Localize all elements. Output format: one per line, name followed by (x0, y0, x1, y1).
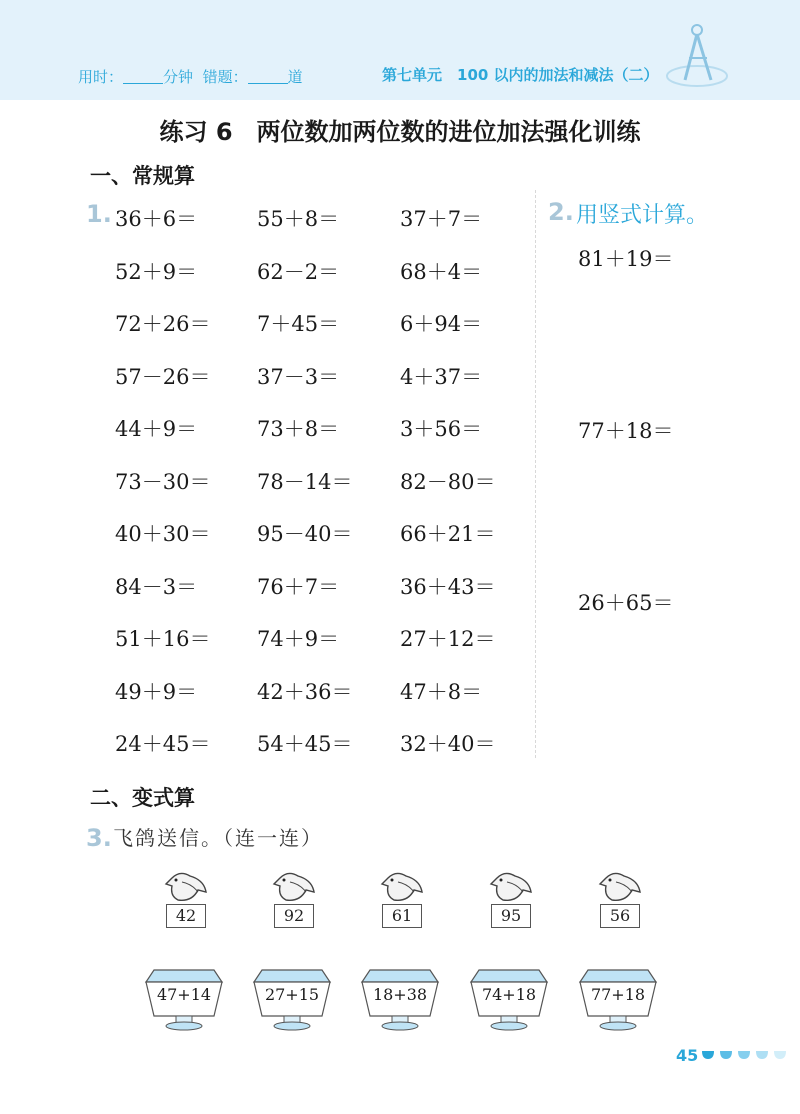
calc-expression: 47＋8＝ (400, 680, 483, 704)
calc-expression: 95－40＝ (257, 522, 353, 546)
calc-expression: 68＋4＝ (400, 260, 483, 284)
vertical-calc-3: 26＋65＝ (578, 591, 674, 615)
calc-expression: 74＋9＝ (257, 627, 340, 651)
mailbox-expression: 77+18 (590, 985, 646, 1004)
calc-expression: 84－3＝ (115, 575, 198, 599)
pigeon-card-5[interactable] (592, 868, 648, 928)
pigeon-card-2[interactable] (266, 868, 322, 928)
column-divider (535, 190, 536, 758)
pigeon-icon (592, 868, 648, 908)
calc-expression: 49＋9＝ (115, 680, 198, 704)
calc-expression: 42＋36＝ (257, 680, 353, 704)
calc-expression: 36＋6＝ (115, 207, 198, 231)
unit-title: 第七单元 100 以内的加法和减法（二） (382, 66, 659, 84)
pigeon-number: 92 (274, 904, 314, 928)
mailbox-1[interactable] (144, 968, 224, 1032)
calc-expression: 54＋45＝ (257, 732, 353, 756)
calc-expression: 7＋45＝ (257, 312, 340, 336)
pigeon-number: 56 (600, 904, 640, 928)
mailbox-expression: 47+14 (156, 985, 212, 1004)
calc-expression: 37＋7＝ (400, 207, 483, 231)
calc-expression: 57－26＝ (115, 365, 211, 389)
page-decoration-dots (700, 1049, 792, 1061)
mailbox-2[interactable] (252, 968, 332, 1032)
mailbox-4[interactable] (469, 968, 549, 1032)
page-number: 45 (676, 1046, 699, 1065)
calc-expression: 3＋56＝ (400, 417, 483, 441)
section-heading-2: 二、变式算 (90, 786, 195, 810)
pigeon-icon (483, 868, 539, 908)
pigeon-number: 42 (166, 904, 206, 928)
calc-expression: 55＋8＝ (257, 207, 340, 231)
header-time-errors (78, 66, 303, 87)
mailbox-expression: 27+15 (264, 985, 320, 1004)
time-unit: 分钟 (163, 68, 194, 86)
error-unit: 道 (287, 68, 303, 86)
question-3-number: 3. (86, 824, 112, 852)
pigeon-icon (266, 868, 322, 908)
calc-expression: 72＋26＝ (115, 312, 211, 336)
calc-expression: 32＋40＝ (400, 732, 496, 756)
mailbox-expression: 74+18 (481, 985, 537, 1004)
calc-expression: 73－30＝ (115, 470, 211, 494)
calc-expression: 66＋21＝ (400, 522, 496, 546)
calc-expression: 27＋12＝ (400, 627, 496, 651)
vertical-calc-2: 77＋18＝ (578, 419, 674, 443)
calc-expression: 78－14＝ (257, 470, 353, 494)
calc-expression: 4＋37＝ (400, 365, 483, 389)
calc-expression: 52＋9＝ (115, 260, 198, 284)
calc-expression: 6＋94＝ (400, 312, 483, 336)
question-1-number: 1. (86, 200, 112, 228)
mailbox-5[interactable] (578, 968, 658, 1032)
time-label: 用时： (78, 68, 124, 86)
calc-expression: 36＋43＝ (400, 575, 496, 599)
calc-expression: 51＋16＝ (115, 627, 211, 651)
calc-expression: 62－2＝ (257, 260, 340, 284)
question-2-label: 用竖式计算。 (576, 203, 709, 228)
error-blank[interactable] (248, 69, 288, 84)
time-blank[interactable] (123, 69, 163, 84)
calc-expression: 24＋45＝ (115, 732, 211, 756)
pigeon-card-1[interactable] (158, 868, 214, 928)
mailbox-expression: 18+38 (372, 985, 428, 1004)
calc-expression: 76＋7＝ (257, 575, 340, 599)
mailbox-3[interactable] (360, 968, 440, 1032)
calc-expression: 73＋8＝ (257, 417, 340, 441)
calc-expression: 37－3＝ (257, 365, 340, 389)
compass-icon (655, 18, 735, 93)
pigeon-number: 95 (491, 904, 531, 928)
pigeon-icon (158, 868, 214, 908)
pigeon-number: 61 (382, 904, 422, 928)
question-2-number: 2. (548, 198, 574, 226)
section-heading-1: 一、常规算 (90, 164, 195, 188)
calc-expression: 44＋9＝ (115, 417, 198, 441)
calc-expression: 82－80＝ (400, 470, 496, 494)
pigeon-card-3[interactable] (374, 868, 430, 928)
vertical-calc-1: 81＋19＝ (578, 247, 674, 271)
page-header (0, 0, 800, 100)
error-label: 错题： (202, 68, 248, 86)
pigeon-icon (374, 868, 430, 908)
question-3-label: 飞鸽送信。（连一连） (113, 826, 323, 850)
page-title: 练习 6 两位数加两位数的进位加法强化训练 (159, 118, 641, 146)
pigeon-card-4[interactable] (483, 868, 539, 928)
calc-expression: 40＋30＝ (115, 522, 211, 546)
